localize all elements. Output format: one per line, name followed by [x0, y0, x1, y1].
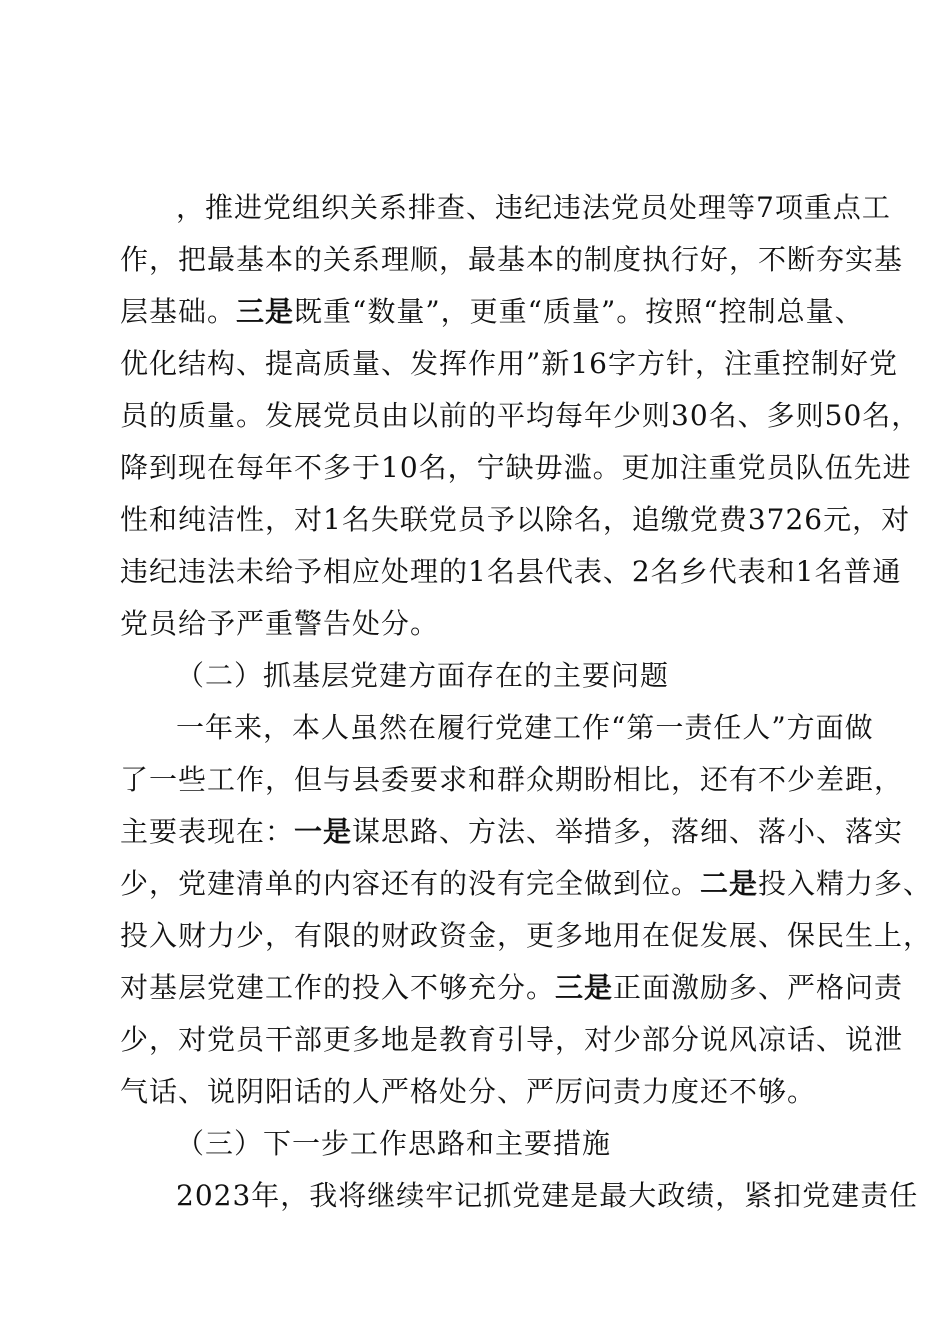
text-run: 主要表现在： [120, 815, 295, 848]
paragraph-line [120, 754, 904, 806]
bold-marker: 二是 [700, 867, 759, 900]
paragraph-line [176, 1170, 919, 1222]
paragraph-line [120, 390, 921, 442]
text-run: 违纪违法未给予相应处理的1名县代表、2名乡代表和1名普通 [120, 555, 902, 588]
text-run: 谋思路、方法、举措多，落细、落小、落实 [352, 815, 904, 848]
paragraph-line [120, 962, 904, 1014]
text-run: 对基层党建工作的投入不够充分。 [120, 971, 556, 1004]
paragraph-line [120, 234, 904, 286]
paragraph-line [120, 1066, 850, 1118]
text-run: 投入精力多、 [758, 867, 933, 900]
text-run: 2023年，我将继续牢记抓党建是最大政绩，紧扣党建责任 [176, 1179, 919, 1212]
paragraph-line [120, 286, 864, 338]
text-run: 投入财力少，有限的财政资金，更多地用在促发展、保民生上， [120, 919, 933, 952]
text-run: ，推进党组织关系排查、违纪违法党员处理等7项重点工 [176, 191, 891, 224]
text-run: 正面激励多、严格问责 [613, 971, 904, 1004]
text-run: 少，对党员干部更多地是教育引导，对少部分说风凉话、说泄 [120, 1023, 904, 1056]
paragraph-line [120, 858, 933, 910]
paragraph-line [120, 338, 898, 390]
heading-text: （二）抓基层党建方面存在的主要问题 [176, 659, 670, 692]
paragraph-line [120, 494, 911, 546]
bold-marker: 三是 [555, 971, 614, 1004]
paragraph-line [120, 1014, 904, 1066]
text-run: 性和纯洁性，对1名失联党员予以除名，追缴党费3726元，对 [120, 503, 911, 536]
section-heading [176, 1118, 850, 1170]
text-run: 优化结构、提高质量、发挥作用”新16字方针，注重控制好党 [120, 347, 898, 380]
text-run: 降到现在每年不多于10名，宁缺毋滥。更加注重党员队伍先进 [120, 451, 912, 484]
text-run: 气话、说阴阳话的人严格处分、严厉问责力度还不够。 [120, 1075, 817, 1108]
text-run: 了一些工作，但与县委要求和群众期盼相比，还有不少差距， [120, 763, 904, 796]
bold-marker: 一是 [294, 815, 353, 848]
text-run: 作，把最基本的关系理顺，最基本的制度执行好，不断夯实基 [120, 243, 904, 276]
text-run: 既重“数量”，更重“质量”。按照“控制总量、 [294, 295, 864, 328]
paragraph-line [176, 182, 891, 234]
bold-marker: 三是 [236, 295, 295, 328]
paragraph-line [120, 546, 902, 598]
text-run: 少，党建清单的内容还有的没有完全做到位。 [120, 867, 701, 900]
paragraph-line [120, 442, 912, 494]
text-run: 员的质量。发展党员由以前的平均每年少则30名、多则50名， [120, 399, 921, 432]
heading-text: （三）下一步工作思路和主要措施 [176, 1127, 612, 1160]
text-run: 一年来，本人虽然在履行党建工作“第一责任人”方面做 [176, 711, 874, 744]
section-heading [176, 650, 850, 702]
paragraph-line [120, 598, 850, 650]
paragraph-line [120, 806, 904, 858]
text-run: 党员给予严重警告处分。 [120, 607, 440, 640]
paragraph-line [176, 702, 874, 754]
paragraph-line [120, 910, 933, 962]
text-run: 层基础。 [120, 295, 237, 328]
